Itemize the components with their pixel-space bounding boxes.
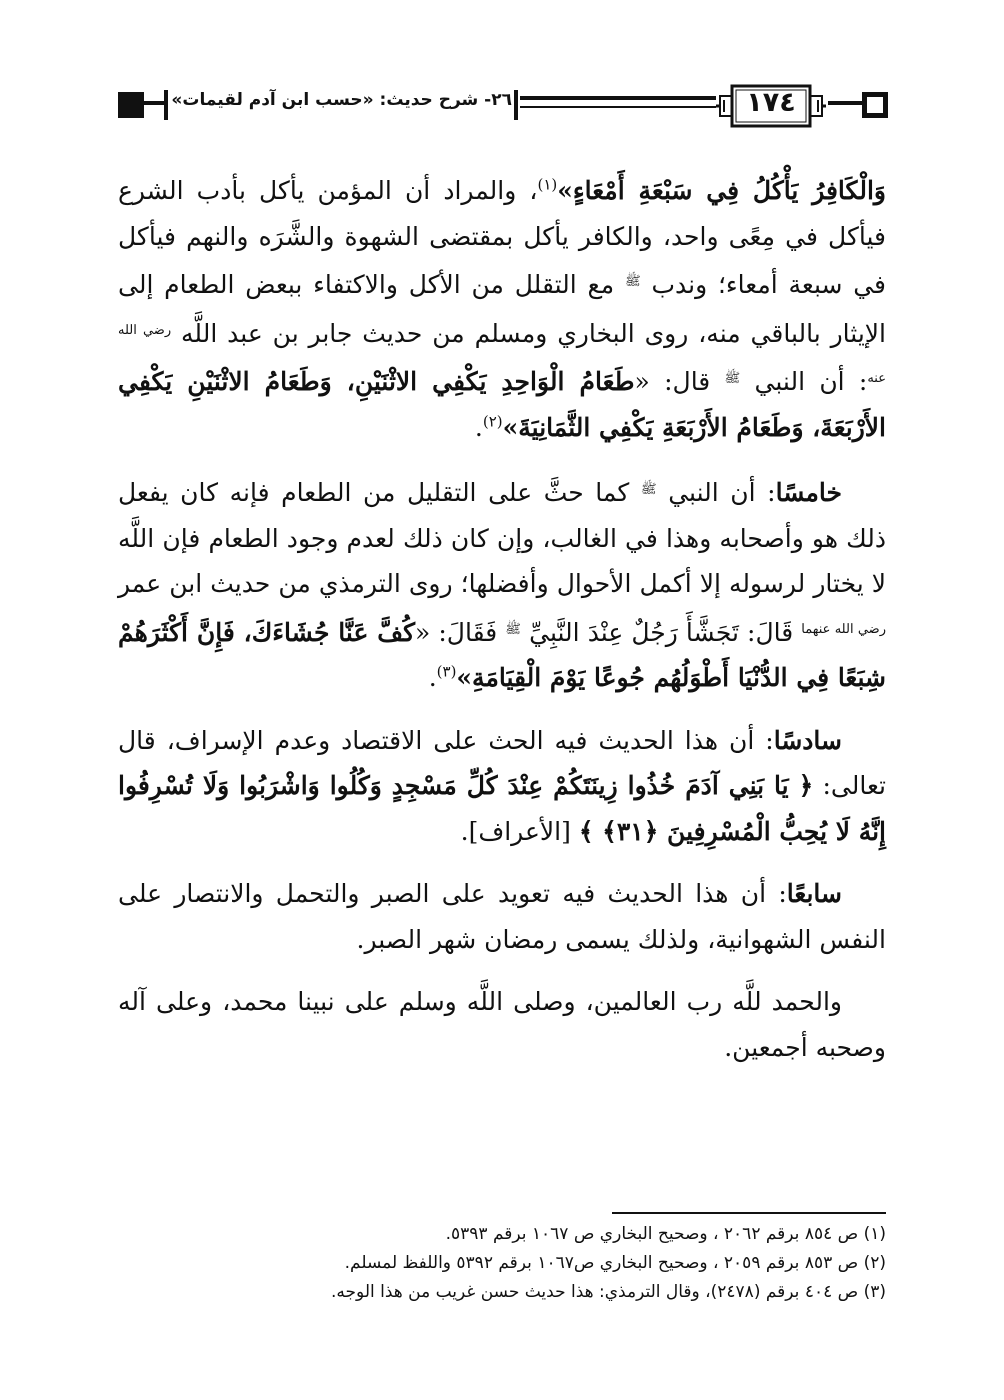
hadith-quote: وَالْكَافِرُ يَأْكُلُ فِي سَبْعَةِ أَمْعَاءٍ» [557,176,886,205]
footnote: (٣) ص ٤٠٤ برقم (٢٤٧٨)، وقال الترمذي: هذا حديث حسن غريب من هذا الوجه. [331,1282,886,1302]
text: : أن هذا الحديث فيه تعويد على الصبر والتحمل والانتصار على النفس الشهوانية، ولذلك يسمى رمضان شهر الصبر. [118,879,886,954]
header-ornament-square [862,92,888,118]
footnotes [118,1220,886,1307]
page-number: ١٧٤ [746,87,796,118]
radiyallah-glyph: رضي الله عنهما [801,621,886,637]
footnote: (٢) ص ٨٥٣ برقم ٢٠٥٩ ، وصحيح البخاري ص١٠٦٧ برقم ٥٣٩٢ واللفظ لمسلم. [344,1253,886,1273]
text: . [474,412,483,442]
quran-verse: ﴿ يَا بَنِي آدَمَ خُذُوا زِينَتَكُمْ عِنْدَ كُلِّ مَسْجِدٍ وَكُلُوا وَاشْرَبُوا وَلَا تُسْرِفُوا إِنَّهُ لَا يُحِبُّ الْمُسْرِفِينَ ﴿٣١﴾ ﴾ [118,771,886,846]
text: مع التقلل من الأكل والاكتفاء ببعض الطعام إلى الإيثار بالباقي منه، روى البخاري ومسلم من حديث جابر بن عبد اللَّه [118,270,886,348]
header-rule-center [520,96,716,100]
footnote-ref: (١) [537,175,558,194]
section-lead: سابعًا [786,879,842,908]
running-title: ٢٦- شرح حديث: «حسب ابن آدم لقيمات» [171,90,512,110]
footnote-ref: (٢) [482,412,503,431]
header-bar [164,90,168,120]
section-lead: سادسًا [773,725,842,755]
header-rule-center-thin [520,106,716,108]
section-lead: خامسًا [775,478,842,507]
text: فَقَالَ: « [415,617,498,647]
footnote-ref: (٣) [436,662,457,681]
paragraph [118,979,886,1070]
paragraph [118,467,886,701]
text: قَالَ: تَجَشَّأَ رَجُلٌ عِنْدَ النَّبِيِّ [529,617,794,647]
text: . [460,816,469,846]
text: : أن النبي [668,478,776,507]
salawat-glyph: ﷺ [624,274,641,289]
text: كما حثَّ على التقليل من الطعام فإنه كان يفعل ذلك هو وأصحابه وهذا في الغالب، وإن كان ذلك لعدم وجود الطعام فإن اللَّه لا يختار لرسوله إلا أكمل الأحوال وأفضلها؛ روى الترمذي من حديث ابن عمر [118,478,886,598]
salawat-glyph: ﷺ [505,621,522,637]
header-bar [514,90,518,120]
footnote: (١) ص ٨٥٤ برقم ٢٠٦٢ ، وصحيح البخاري ص ١٠٦٧ برقم ٥٣٩٣. [445,1224,886,1244]
header-rule-left [144,101,164,105]
text: : أن هذا الحديث فيه الحث على الاقتصاد وعدم الإسراف، قال تعالى: [118,725,887,800]
hadith-quote: كُفَّ عَنَّا جُشَاءَكَ، فَإِنَّ أَكْثَرَهُمْ شِبَعًا فِي الدُّنْيَا أَطْوَلُهُم جُوعًا يَوْمَ الْقِيَامَةِ» [118,617,886,692]
text: قال: « [634,367,711,396]
page-number-frame [716,82,826,130]
header-ornament-block [118,92,144,118]
footnote-separator [612,1212,886,1214]
text: ، والمراد أن المؤمن يأكل بأدب الشرع فيأكل في مِعًى واحد، والكافر يأكل بمقتضى الشهوة والشَّرَه والنهم فيأكل في سبعة أمعاء؛ وندب [118,176,887,299]
text: والحمد للَّه رب العالمين، وصلى اللَّه وسلم على نبينا محمد، وعلى آله وصحبه أجمعين. [118,987,886,1062]
surah-name: [الأعراف] [468,816,571,846]
salawat-glyph: ﷺ [640,482,657,497]
text: : أن النبي [754,367,868,396]
text: . [428,663,437,692]
paragraph [118,718,886,855]
hadith-quote: طَعَامُ الْوَاحِدِ يَكْفِي الاثْنَيْنِ، وَطَعَامُ الاثْنَيْنِ يَكْفِي الأَرْبَعَةَ، وَطَعَامُ الأَرْبَعَةِ يَكْفِي الثَّمَانِيَةَ» [118,367,886,442]
main-text [118,168,886,1087]
paragraph [118,168,886,450]
page-header [0,0,1004,140]
salawat-glyph: ﷺ [724,371,741,386]
radiyallah-glyph: رضي الله عنه [118,322,886,386]
paragraph [118,871,886,962]
header-rule-right [828,101,862,105]
